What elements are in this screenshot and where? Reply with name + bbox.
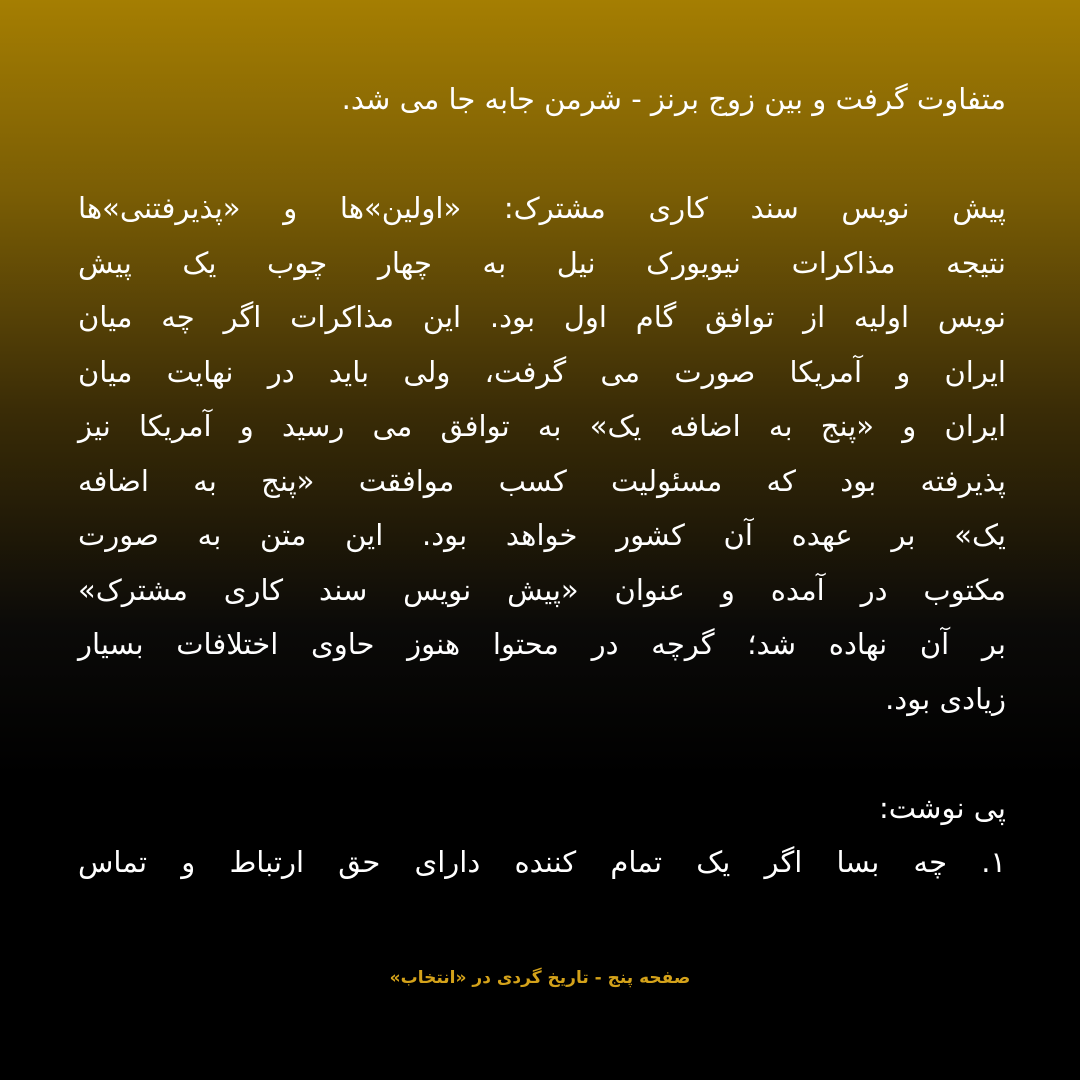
intro-line [78, 72, 1006, 127]
paragraph-line: ایران و «پنج به اضافه یک» به توافق می رسید و آمریکا نیز [78, 409, 1006, 443]
paragraph-line: مکتوب در آمده و عنوان «پیش نویس سند کاری مشترک» [78, 572, 1006, 607]
paragraph-gap [78, 127, 1006, 182]
footer-caption: صفحه پنج - تاریخ گردی در «انتخاب» [389, 968, 691, 988]
postscript-label: پی نوشت: [878, 790, 1006, 825]
postscript [78, 781, 1006, 890]
postscript-item: ۱. چه بسا اگر یک تمام کننده دارای حق ارتباط و تماس [78, 845, 1006, 879]
paragraph-gap [78, 726, 1006, 781]
paragraph-line: نویس اولیه از توافق گام اول بود. این مذاکرات اگر چه میان [78, 300, 1006, 334]
paragraph-line: بر آن نهاده شد؛ گرچه در محتوا هنوز حاوی اختلافات بسیار [78, 627, 1006, 661]
paragraph-line: نتیجه مذاکرات نیویورک نیل به چهار چوب یک پیش [78, 245, 1006, 280]
intro-text: متفاوت گرفت و بین زوج برنز - شرمن جابه جا می شد. [341, 82, 1006, 116]
paragraph-line: یک» بر عهده آن کشور خواهد بود. این متن به صورت [78, 518, 1006, 552]
paragraph-line: پیش نویس سند کاری مشترک: «اولین»ها و «پذیرفتنی»ها [78, 191, 1006, 225]
paragraph-line: پذیرفته بود که مسئولیت کسب موافقت «پنج به اضافه [78, 463, 1006, 498]
main-paragraph [78, 181, 1006, 726]
paragraph-line: زیادی بود. [885, 681, 1006, 716]
paragraph-line: ایران و آمریکا صورت می گرفت، ولی باید در نهایت میان [78, 354, 1006, 389]
text-frame [78, 72, 1006, 912]
